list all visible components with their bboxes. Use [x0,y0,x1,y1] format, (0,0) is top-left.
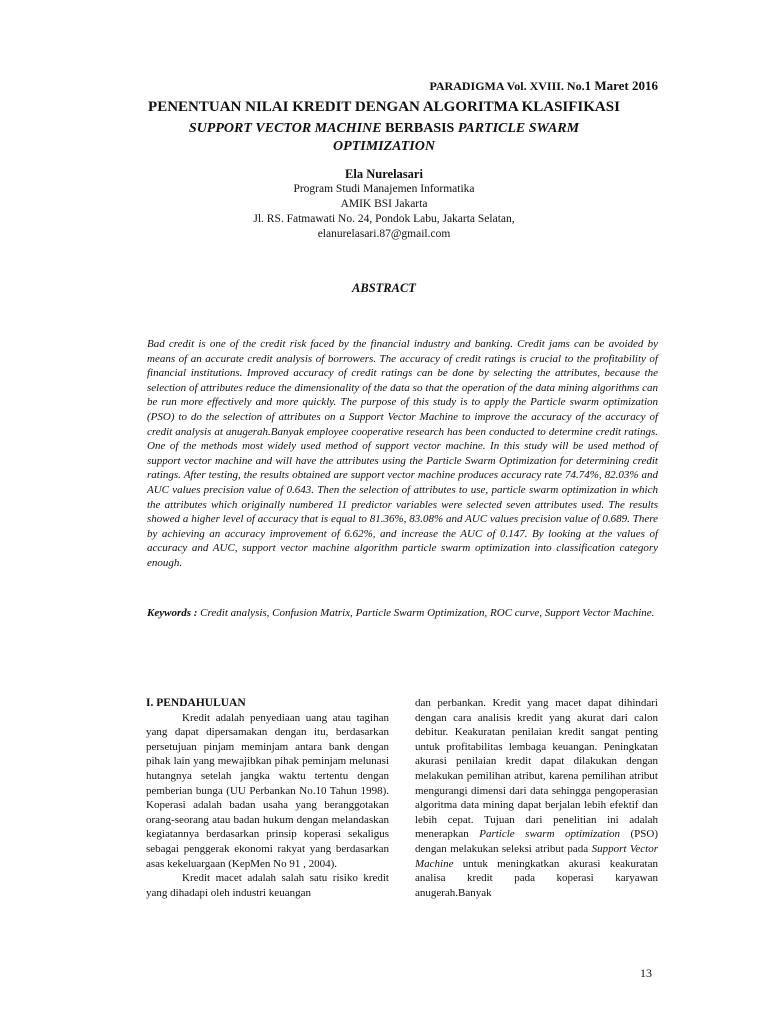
author-department: Program Studi Manajemen Informatika [293,183,475,195]
keywords-text: Credit analysis, Confusion Matrix, Particle Swarm Optimization, ROC curve, Support Vector Machine. [197,607,655,619]
continued-italic-pso: Particle swarm optimization [479,828,621,841]
section-heading: I. PENDAHULUAN [146,697,246,709]
intro-paragraph-continued [415,696,658,900]
page-number: 13 [640,966,652,980]
paper-subtitle [110,120,658,156]
abstract-body: Bad credit is one of the credit risk faced by the financial industry and banking. Credit jams can be avoided by means of an accurate credit analysis of borrowers. The accuracy of credit ratings is crucial to the profitability of financial institutions. Improved accuracy of credit ratings can be done by selecting the attributes, because the selection of attributes reduce the dimensionality of the data so that the operation of the data mining algorithms can be run more effectively and more quickly. The purpose of this study is to apply the Particle swarm optimization (PSO) to do the selection of attributes on a Support Vector Machine to improve the accuracy of the accuracy of credit analysis at anugerah.Banyak employee cooperative research has been conducted to determine credit ratings. One of the methods most widely used method of support vector machine. In this study will be used method of support vector machine and will have the attributes using the Particle Swarm Optimization for determining credit ratings. After testing, the results obtained are support vector machine produces accuracy rate 74.74%, 82.03% and AUC values precision value of 0.643. Then the selection of attributes to use, particle swarm optimization in which the attributes which originally numbered 11 predictor variables were selected seven attributes used. The results showed a higher level of accuracy that is equal to 81.36%, 83.08% and AUC values precision value of 0.689. There by achieving an accuracy improvement of 6.62%, and increase the AUC of 0.147. By looking at the values of accuracy and AUC, support vector machine algorithm particle swarm optimization into classification category enough. [147,338,658,569]
abstract-heading: ABSTRACT [352,281,416,295]
continued-text-1: dan perbankan. Kredit yang macet dapat dihindari dengan cara analisis kredit yang akurat dari calon debitur. Keakuratan penilaian kredit sangat penting untuk profitabilitas lembaga keuangan. Peningkatan akurasi penilaian kredit dapat dilakukan dengan melakukan pemilihan atribut, karena pemilihan atribut mengurangi dimensi dari data sehingga pengoperasian algoritma data mining dapat berjalan lebih efektif dan lebih cepat. Tujuan dari penelitian ini adalah menerapkan [415,697,658,841]
title-plain-berbasis: BERBASIS [381,121,458,136]
paper-title [110,98,658,117]
intro-paragraph-2: Kredit macet adalah salah satu risiko kredit yang dihadapi oleh industri keuangan [146,872,389,899]
journal-header [429,78,658,94]
continued-italic-svm: Support Vector Machine [415,842,658,870]
title-italic-pso: PARTICLE SWARM [457,121,580,136]
author-address: Jl. RS. Fatmawati No. 24, Pondok Labu, Jakarta Selatan, [253,213,515,225]
right-column [415,696,658,900]
author-block [110,167,658,242]
title-line1: PENENTUAN NILAI KREDIT DENGAN ALGORITMA KLASIFIKASI [148,99,620,115]
author-institution: AMIK BSI Jakarta [340,198,428,210]
continued-text-3: untuk meningkatkan akurasi keakuratan analisa kredit pada koperasi karyawan anugerah.Banyak [415,857,658,899]
title-italic-optimization: OPTIMIZATION [333,139,435,154]
title-italic-svm: SUPPORT VECTOR MACHINE [188,121,382,136]
author-name: Ela Nurelasari [345,167,423,181]
author-email: elanurelasari.87@gmail.com [317,228,451,240]
continued-text-2: (PSO) dengan melakukan seleksi atribut pada [415,828,659,855]
issue-date: 1 Maret 2016 [584,78,658,93]
journal-name: PARADIGMA Vol. XVIII. No. [429,79,585,93]
left-column [146,696,389,900]
keywords-label: Keywords : [147,607,198,619]
intro-paragraph-1: Kredit adalah penyediaan uang atau tagihan yang dapat dipersamakan dengan itu, berdasarkan persetujuan pinjam meminjam antara bank dengan pihak lain yang mewajibkan pihak peminjam melunasi hutangnya setelah jangka waktu tertentu dengan pemberian bunga (UU Perbankan No.10 Tahun 1998). Koperasi adalah badan usaha yang beranggotakan orang-seorang atau badan hukum dengan melandaskan kegiatannya berdasarkan prinsip koperasi sekaligus sebagai penggerak ekonomi rakyat yang berdasarkan asas kekeluargaan (KepMen No 91 , 2004). [146,711,389,870]
keywords [147,606,658,621]
